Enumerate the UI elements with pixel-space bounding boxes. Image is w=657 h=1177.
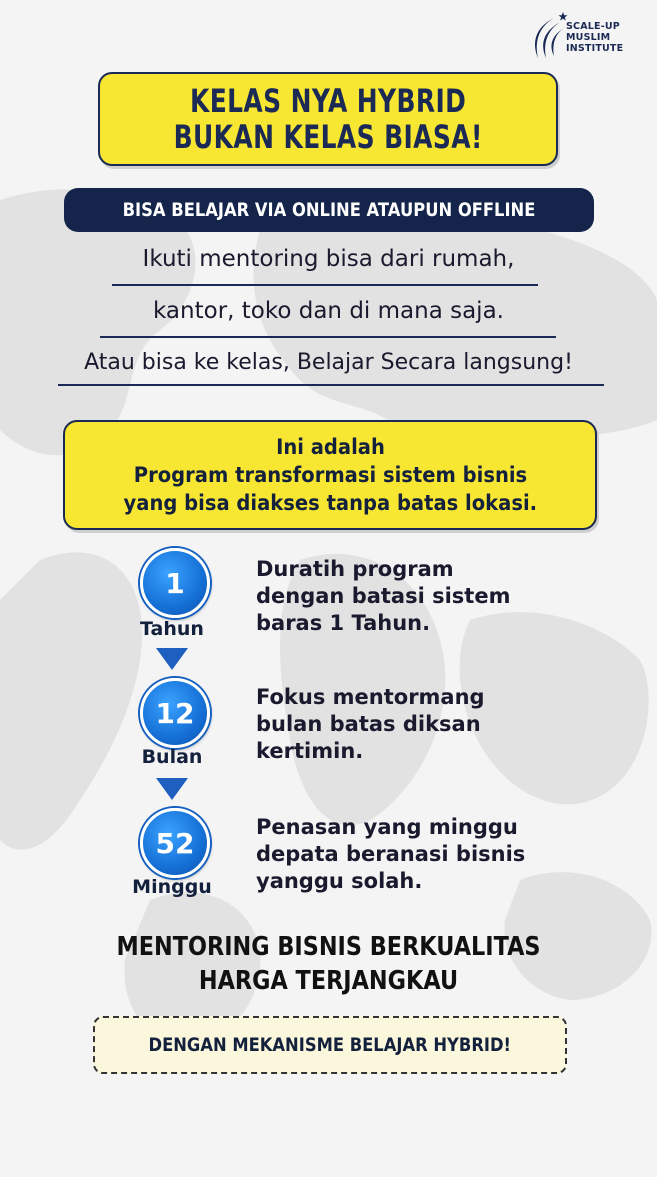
program-line-1: Ini adalah [275, 435, 385, 459]
headline-line-1: KELAS NYA HYBRID [189, 82, 467, 120]
program-box [63, 420, 597, 530]
step-2-description [256, 684, 596, 765]
step-3-number: 52 [155, 826, 195, 860]
divider-1 [112, 284, 538, 286]
subheadline-banner [64, 188, 594, 232]
subheadline-text: BISA BELAJAR VIA ONLINE ATAUPUN OFFLINE [122, 199, 536, 221]
brand-logo [530, 10, 650, 66]
step-1-desc-line: baras 1 Tahun. [256, 611, 431, 635]
step-1-desc-line: Duratih program [256, 557, 454, 581]
headline-box [98, 72, 558, 166]
headline-line-2: BUKAN KELAS BIASA! [173, 118, 483, 156]
cta-box [93, 1016, 567, 1074]
crescent-swoosh-star-icon [530, 12, 568, 62]
step-3-desc-line: yanggu solah. [256, 869, 423, 893]
intro-line-2: kantor, toko dan di mana saja. [153, 298, 504, 324]
cta-text: DENGAN MEKANISME BELAJAR HYBRID! [148, 1034, 512, 1056]
step-2-desc-line: kertimin. [256, 739, 364, 763]
footer-line-2: HARGA TERJANGKAU [198, 966, 459, 996]
program-line-2: Program transformasi sistem bisnis [133, 463, 527, 487]
divider-3 [58, 384, 604, 386]
step-3-badge [140, 808, 210, 878]
intro-line-3: Atau bisa ke kelas, Belajar Secara langsung! [84, 350, 573, 375]
step-3-description [256, 814, 596, 895]
step-3-unit: Minggu [132, 876, 212, 898]
program-line-3: yang bisa diakses tanpa batas lokasi. [123, 491, 537, 515]
footer-heading [0, 930, 657, 998]
step-2-desc-line: bulan batas diksan [256, 712, 481, 736]
step-1-badge [140, 548, 210, 618]
brand-line-2: MUSLIM [566, 32, 611, 43]
footer-line-1: MENTORING BISNIS BERKUALITAS [116, 932, 541, 962]
brand-line-3: INSTITUTE [566, 43, 624, 54]
step-2-badge [140, 678, 210, 748]
step-1-number: 1 [165, 566, 185, 600]
step-3-desc-line: depata beranasi bisnis [256, 842, 526, 866]
step-3-desc-line: Penasan yang minggu [256, 815, 518, 839]
brand-name [566, 21, 623, 54]
down-arrow-icon [156, 778, 188, 800]
step-1-desc-line: dengan batasi sistem [256, 584, 511, 608]
step-1-unit: Tahun [140, 618, 204, 640]
step-2-unit: Bulan [141, 746, 203, 768]
step-2-desc-line: Fokus mentormang [256, 685, 485, 709]
intro-line-1: Ikuti mentoring bisa dari rumah, [142, 246, 515, 272]
down-arrow-icon [156, 648, 188, 670]
brand-line-1: SCALE-UP [566, 21, 620, 32]
divider-2 [100, 336, 556, 338]
step-1-description [256, 556, 596, 637]
step-2-number: 12 [155, 696, 195, 730]
